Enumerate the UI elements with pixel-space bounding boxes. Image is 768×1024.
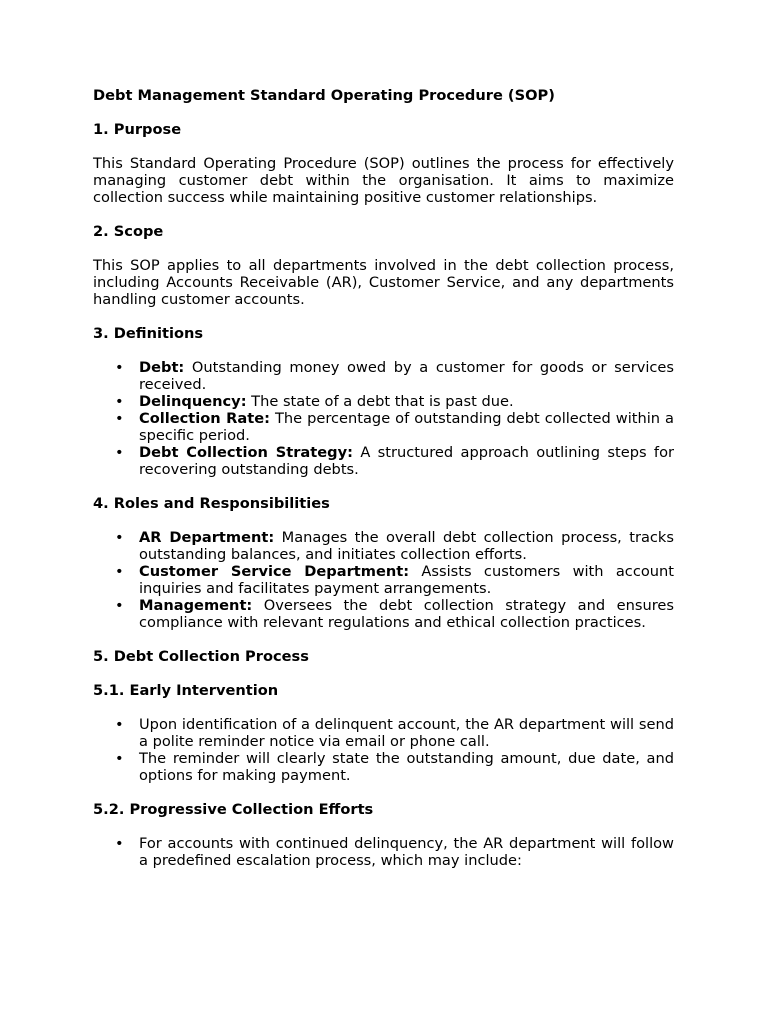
section-heading-purpose: 1. Purpose — [93, 121, 182, 138]
definition-text: A structured approach outlining steps for recovering outstanding debts. — [139, 444, 675, 478]
role-text: Manages the overall debt collection process, tracks outstanding balances, and initiates collection efforts. — [139, 529, 674, 563]
document-title: Debt Management Standard Operating Procedure (SOP) — [93, 87, 555, 104]
bullet-icon: • — [115, 716, 124, 733]
progressive-collection-list — [93, 835, 674, 869]
section-heading-definitions: 3. Definitions — [93, 325, 204, 342]
bullet-icon: • — [115, 597, 124, 614]
bullet-icon: • — [115, 359, 124, 376]
list-item — [93, 750, 674, 784]
definition-term: Collection Rate: — [139, 410, 270, 427]
bullet-icon: • — [115, 835, 124, 852]
bullet-icon: • — [115, 563, 124, 580]
early-intervention-list — [93, 716, 674, 784]
list-item-text: The reminder will clearly state the outstanding amount, due date, and options for making payment. — [139, 750, 674, 784]
bullet-icon: • — [115, 393, 124, 410]
definition-text: Outstanding money owed by a customer for goods or services received. — [139, 359, 674, 393]
definitions-list — [93, 359, 674, 478]
bullet-icon: • — [115, 750, 124, 767]
document-page — [93, 87, 674, 886]
list-item — [93, 444, 674, 478]
list-item — [93, 563, 674, 597]
bullet-icon: • — [115, 444, 124, 461]
role-term: Customer Service Department: — [139, 563, 410, 580]
list-item — [93, 359, 674, 393]
list-item — [93, 410, 674, 444]
roles-list — [93, 529, 674, 631]
subsection-heading-early-intervention: 5.1. Early Intervention — [93, 682, 279, 699]
role-term: AR Department: — [139, 529, 275, 546]
list-item — [93, 529, 674, 563]
subsection-heading-progressive-collection: 5.2. Progressive Collection Efforts — [93, 801, 374, 818]
list-item — [93, 835, 674, 869]
definition-term: Debt: — [139, 359, 185, 376]
definition-text: The state of a debt that is past due. — [246, 393, 514, 410]
scope-paragraph: This SOP applies to all departments involved in the debt collection process, including Accounts Receivable (AR), Customer Service, and any departments handling customer accounts. — [93, 257, 674, 308]
list-item — [93, 393, 674, 410]
bullet-icon: • — [115, 410, 124, 427]
list-item-text: For accounts with continued delinquency, the AR department will follow a predefined escalation process, which may include: — [139, 835, 674, 869]
list-item-text: Upon identification of a delinquent account, the AR department will send a polite reminder notice via email or phone call. — [139, 716, 674, 750]
role-term: Management: — [139, 597, 253, 614]
list-item — [93, 597, 674, 631]
purpose-paragraph: This Standard Operating Procedure (SOP) outlines the process for effectively managing customer debt within the organisation. It aims to maximize collection success while maintaining positive customer relationships. — [93, 155, 674, 206]
section-heading-scope: 2. Scope — [93, 223, 164, 240]
definition-term: Delinquency: — [139, 393, 247, 410]
section-heading-roles: 4. Roles and Responsibilities — [93, 495, 330, 512]
definition-text: The percentage of outstanding debt collected within a specific period. — [139, 410, 674, 444]
role-text: Oversees the debt collection strategy and ensures compliance with relevant regulations and ethical collection practices. — [139, 597, 674, 631]
list-item — [93, 716, 674, 750]
section-heading-process: 5. Debt Collection Process — [93, 648, 309, 665]
role-text: Assists customers with account inquiries and facilitates payment arrangements. — [139, 563, 674, 597]
bullet-icon: • — [115, 529, 124, 546]
definition-term: Debt Collection Strategy: — [139, 444, 353, 461]
